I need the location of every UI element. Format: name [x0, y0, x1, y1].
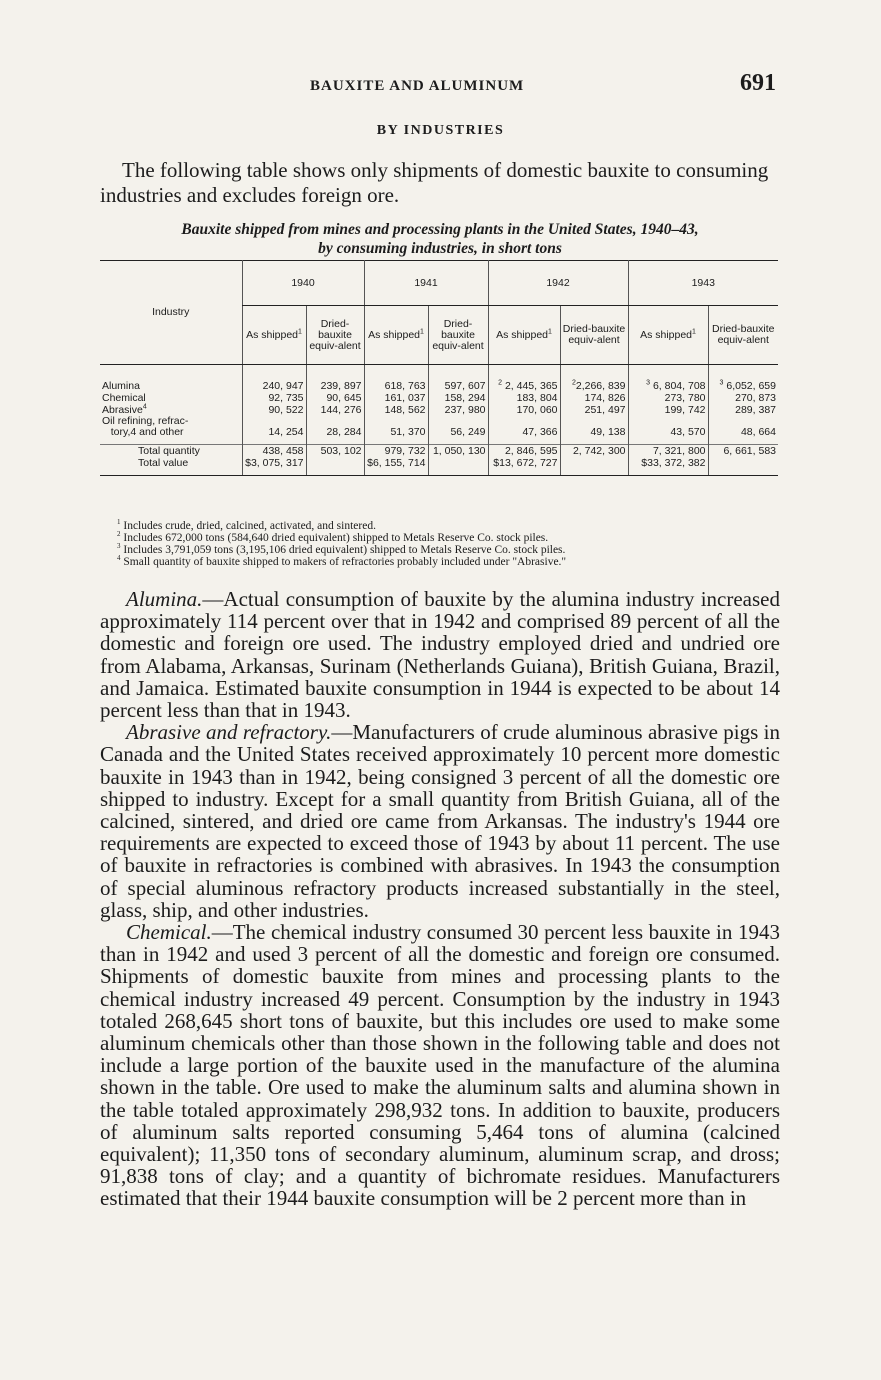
table-cell: 170, 060 — [488, 404, 560, 416]
table-cell: 251, 497 — [560, 404, 628, 416]
table-cell: $3, 075, 317 — [242, 457, 306, 476]
intro-paragraph — [100, 158, 780, 208]
table-cell: 503, 102 — [306, 445, 364, 458]
table-cell: $33, 372, 382 — [628, 457, 708, 476]
table-cell: $^2$ 2, 445, 365 — [488, 380, 560, 392]
table-cell: 270, 873 — [708, 392, 778, 404]
table-cell — [428, 457, 488, 476]
table-cell: 6, 661, 583 — [708, 445, 778, 458]
table-row-chemical — [100, 392, 778, 404]
table-caption-line-1: Bauxite shipped from mines and processing plants in the United States, 1940–43, — [181, 221, 699, 238]
table-cell: 92, 735 — [242, 392, 306, 404]
as-shipped-header: As shipped$^1$ — [364, 306, 428, 365]
table-cell: 289, 387 — [708, 404, 778, 416]
paragraph-chemical: Chemical.—The chemical industry consumed 30 percent less bauxite in 1943 than in 1942 and used 3 percent of all the domestic and foreign ore consumed. Shipments of domestic bauxite from mines and processing plants to the chemical industry increased 49 percent. Consumption by the industry in 1943 totaled 268,645 short tons of bauxite, but this includes ore used to make some aluminum chemicals other than those shown in the following table and does not include a large portion of the bauxite used in the manufacture of the alumina shown in the table. Ore used to make the aluminum salts and alumina shown in the table totaled approximately 298,932 tons. In addition to bauxite, producers of aluminum salts reported consuming 5,464 tons of alumina (calcined equivalent); 11,350 tons of secondary aluminum, aluminum scrap, and dross; 91,838 tons of clay; and a quantity of bichromate residues. Manufacturers estimated that their 1944 bauxite consumption will be 2 percent more than in — [100, 920, 780, 1211]
dried-equivalent-header: Dried-bauxite equiv-alent — [428, 306, 488, 365]
table-cell: 47, 366 — [488, 416, 560, 438]
dried-equivalent-header: Dried-bauxite equiv-alent — [560, 306, 628, 365]
table-cell: 148, 562 — [364, 404, 428, 416]
table-caption — [100, 220, 780, 258]
table-cell: 979, 732 — [364, 445, 428, 458]
table-cell: 14, 254 — [242, 416, 306, 438]
table-cell: $6, 155, 714 — [364, 457, 428, 476]
row-label: Total value — [100, 457, 242, 476]
table-cell: 438, 458 — [242, 445, 306, 458]
table-cell: 56, 249 — [428, 416, 488, 438]
table-cell: 7, 321, 800 — [628, 445, 708, 458]
table-cell: $^3$ 6, 804, 708 — [628, 380, 708, 392]
body-text — [100, 588, 780, 1210]
table-cell: 161, 037 — [364, 392, 428, 404]
row-label: Abrasive$^4$ — [102, 403, 147, 416]
as-shipped-header: As shipped$^1$ — [242, 306, 306, 365]
table-row-alumina — [100, 380, 778, 392]
footnote: $^3$ Includes 3,791,059 tons (3,195,106 dried equivalent) shipped to Metals Reserve Co. stock piles. — [117, 542, 566, 556]
as-shipped-header: As shipped$^1$ — [628, 306, 708, 365]
table-cell: 28, 284 — [306, 416, 364, 438]
table-cell: 174, 826 — [560, 392, 628, 404]
intro-text: The following table shows only shipments of domestic bauxite to consuming industries and excludes foreign ore. — [100, 158, 769, 207]
table-cell: 1, 050, 130 — [428, 445, 488, 458]
table-cell: 239, 897 — [306, 380, 364, 392]
table-cell: 90, 645 — [306, 392, 364, 404]
table-cell: $^3$ 6,052, 659 — [708, 380, 778, 392]
dried-equivalent-header: Dried-bauxite equiv-alent — [708, 306, 778, 365]
page-number: 691 — [740, 70, 776, 96]
table-cell: 158, 294 — [428, 392, 488, 404]
table-row-oil-refining — [100, 416, 778, 438]
year-header-1940: 1940 — [242, 261, 364, 306]
table-cell: 273, 780 — [628, 392, 708, 404]
year-header-1942: 1942 — [488, 261, 628, 306]
table-caption-line-2: by consuming industries, in short tons — [318, 240, 562, 257]
footnote: $^1$ Includes crude, dried, calcined, activated, and sintered. — [117, 518, 376, 532]
table-cell: 144, 276 — [306, 404, 364, 416]
footnote: $^2$ Includes 672,000 tons (584,640 dried equivalent) shipped to Metals Reserve Co. stock piles. — [117, 530, 549, 544]
paragraph-lead: Abrasive and refractory. — [126, 720, 332, 745]
table-footnotes — [117, 520, 777, 568]
table-cell: 240, 947 — [242, 380, 306, 392]
table-cell: 618, 763 — [364, 380, 428, 392]
row-label: Total quantity — [100, 445, 242, 458]
table-cell: 183, 804 — [488, 392, 560, 404]
footnote: $^4$ Small quantity of bauxite shipped to makers of refractories probably included under "Abrasive." — [117, 554, 567, 568]
table-cell: 90, 522 — [242, 404, 306, 416]
table-cell: 43, 570 — [628, 416, 708, 438]
paragraph-lead: Chemical. — [126, 920, 212, 945]
table-cell: 199, 742 — [628, 404, 708, 416]
table-cell: 597, 607 — [428, 380, 488, 392]
table-cell: 2, 846, 595 — [488, 445, 560, 458]
year-header-1941: 1941 — [364, 261, 488, 306]
table-cell: 2, 742, 300 — [560, 445, 628, 458]
table-row-total-quantity — [100, 445, 778, 458]
table-cell — [560, 457, 628, 476]
table-cell: 48, 664 — [708, 416, 778, 438]
table-cell — [708, 457, 778, 476]
table-row-total-value — [100, 457, 778, 476]
paragraph-abrasive: Abrasive and refractory.—Manufacturers of crude aluminous abrasive pigs in Canada and the United States received approximately 10 percent more domestic bauxite in 1943 than in 1942, being consigned 3 percent of all the domestic ore shipped to industry. Except for a small quantity from British Guiana, all of the calcined, sintered, and dried ore came from Arkansas. The industry's 1944 ore requirements are expected to exceed those of 1943 by about 11 percent. The use of bauxite in refractories is combined with abrasives. In 1943 the consumption of special aluminous refractory products increased substantially in the steel, glass, ship, and other industries. — [100, 720, 781, 922]
table-cell — [306, 457, 364, 476]
table-cell: 237, 980 — [428, 404, 488, 416]
industry-column-header: Industry — [100, 261, 242, 365]
as-shipped-header: As shipped$^1$ — [488, 306, 560, 365]
section-heading: BY INDUSTRIES — [376, 123, 505, 138]
table-row-abrasive — [100, 404, 778, 416]
table-cell: 51, 370 — [364, 416, 428, 438]
running-title: BAUXITE AND ALUMINUM — [310, 78, 525, 94]
table-cell: $^2$2,266, 839 — [560, 380, 628, 392]
table-cell: $13, 672, 727 — [488, 457, 560, 476]
bauxite-shipments-table — [100, 260, 778, 476]
year-header-1943: 1943 — [628, 261, 778, 306]
table-cell: 49, 138 — [560, 416, 628, 438]
dried-equivalent-header: Dried-bauxite equiv-alent — [306, 306, 364, 365]
paragraph-alumina: Alumina.—Actual consumption of bauxite by the alumina industry increased approximately 114 percent over that in 1942 and comprised 89 percent of all the domestic and foreign ore used. The industry employed dried and undried ore from Alabama, Arkansas, Surinam (Netherlands Guiana), British Guiana, Brazil, and Jamaica. Estimated bauxite consumption in 1944 is expected to be about 14 percent less than that in 1943. — [100, 587, 780, 723]
paragraph-lead: Alumina. — [126, 587, 203, 611]
row-label: Chemical — [102, 392, 146, 404]
row-label: Alumina — [102, 380, 140, 392]
page-header — [100, 70, 790, 100]
row-label: Oil refining, refrac- tory,4 and other — [102, 415, 189, 438]
